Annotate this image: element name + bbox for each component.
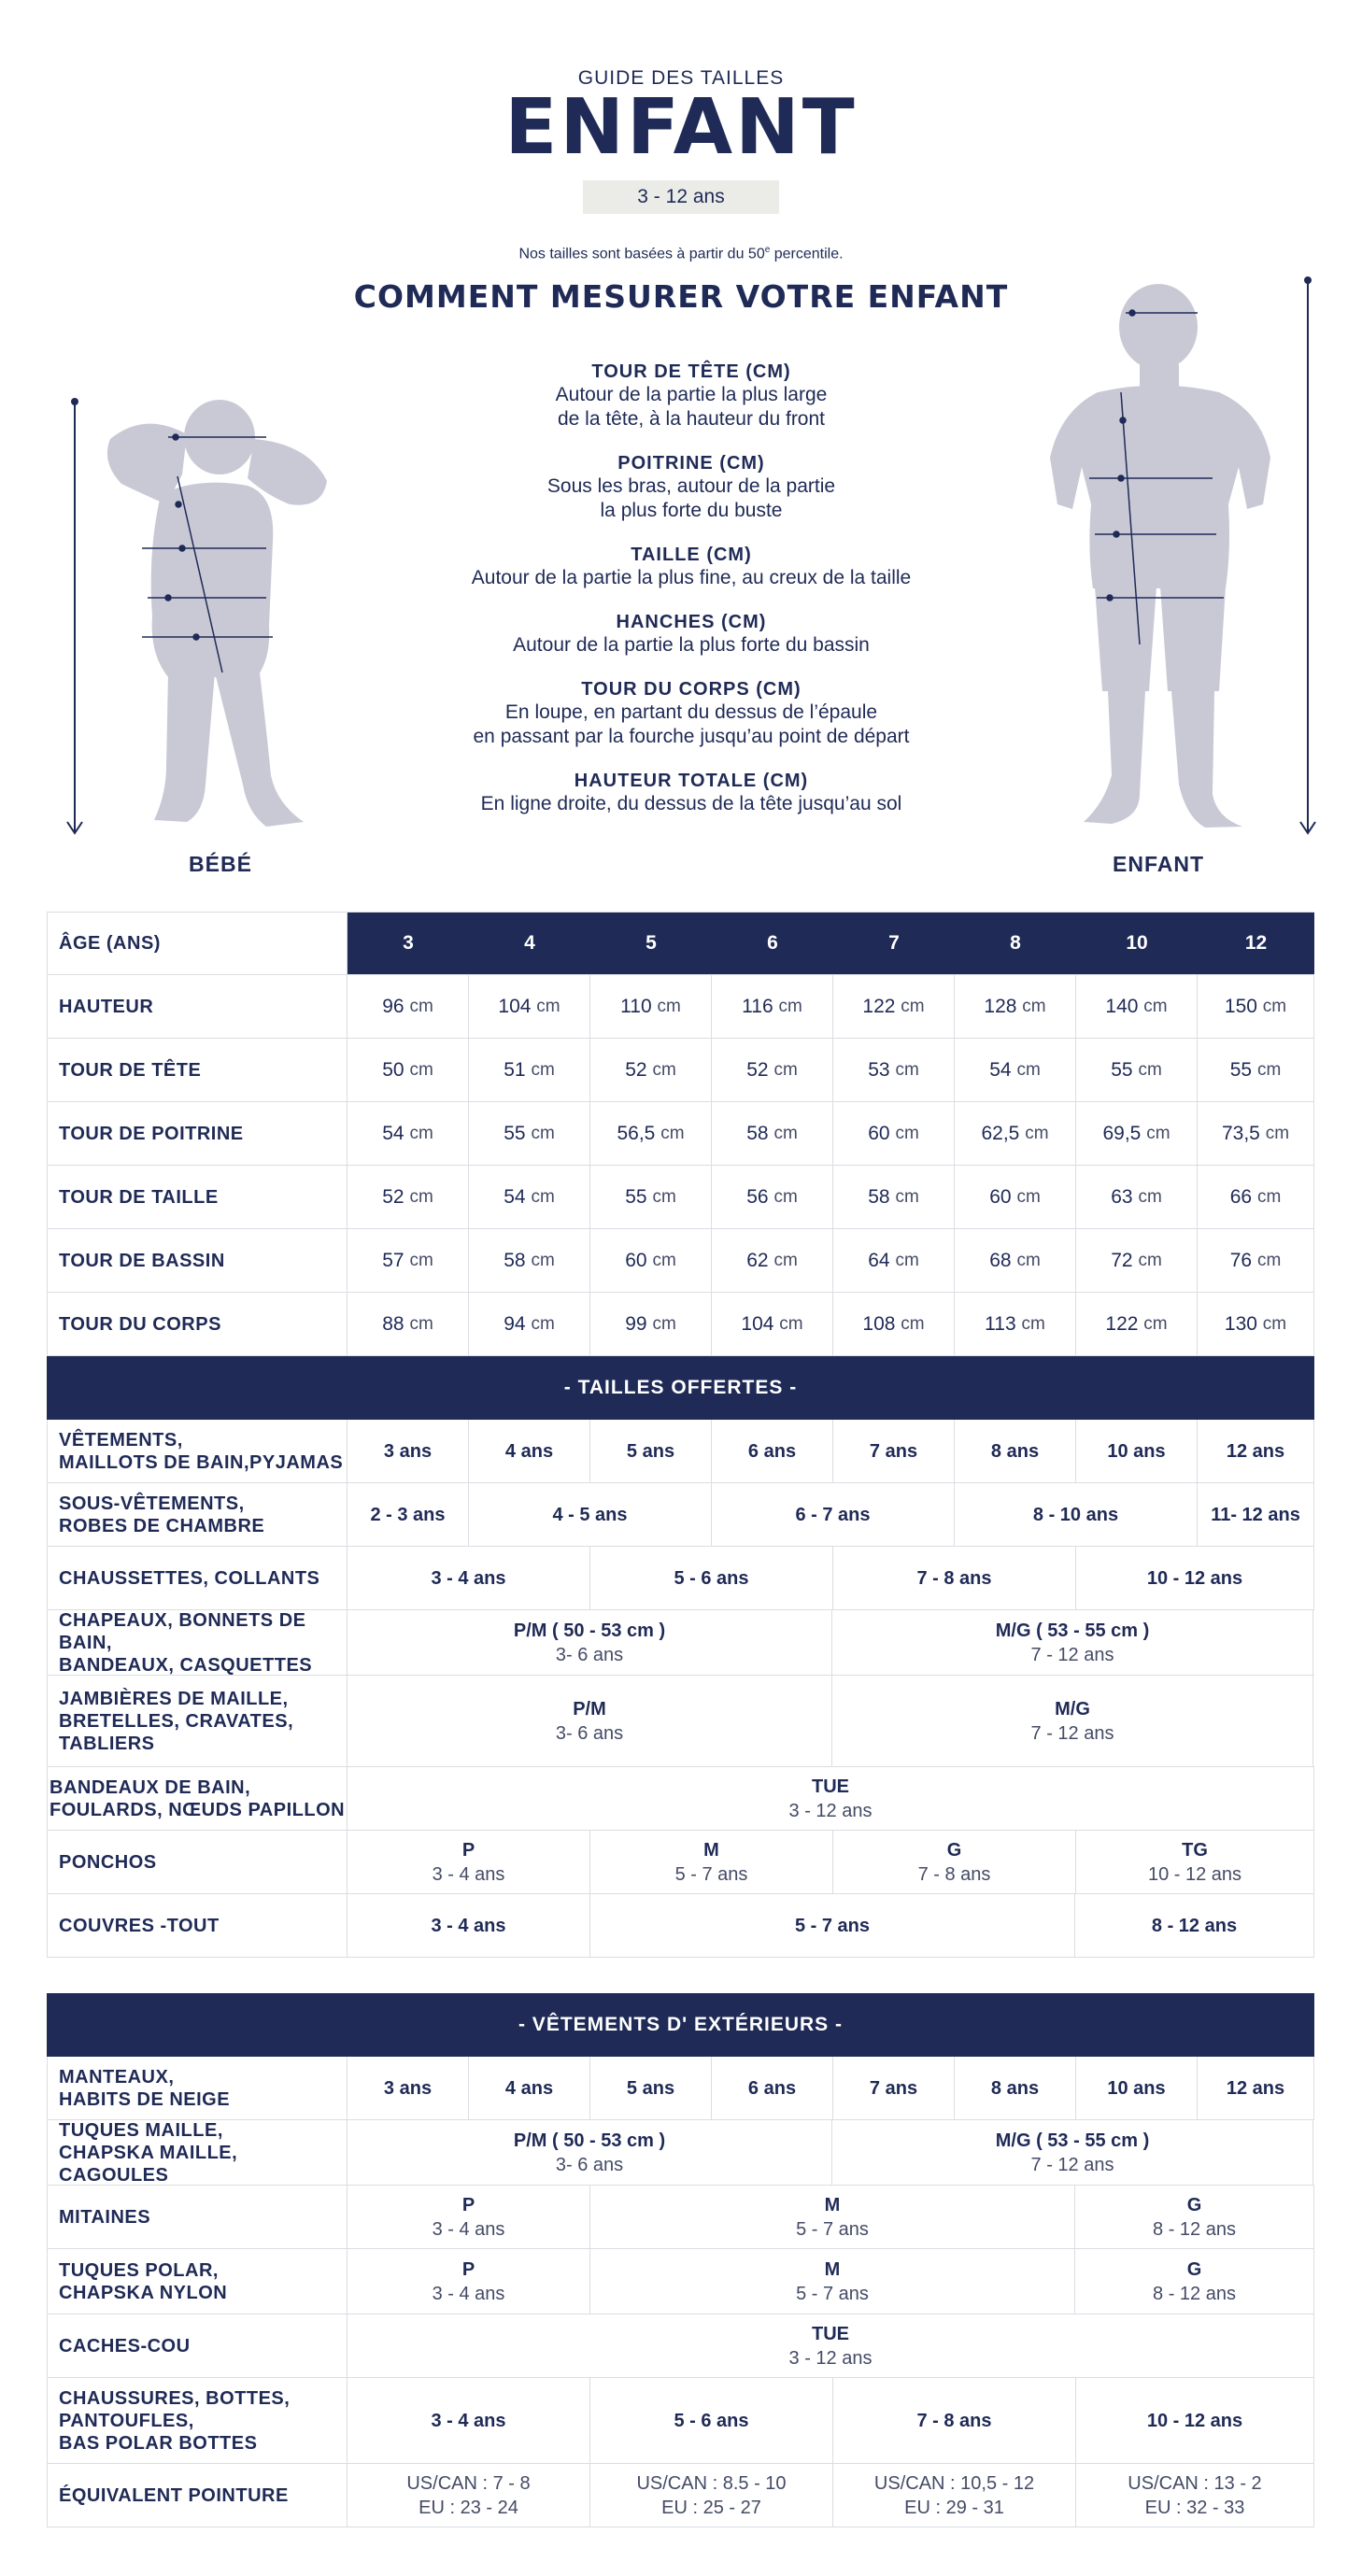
- table-cell: 54 cm: [955, 1039, 1076, 1101]
- age-header-cell: 10: [1076, 913, 1198, 974]
- age-range-badge: 3 - 12 ans: [583, 180, 779, 214]
- table-cell: 94 cm: [469, 1293, 590, 1355]
- table-cell: 6 ans: [712, 1420, 833, 1482]
- table-cell: 116 cm: [712, 975, 833, 1038]
- table-cell: 66 cm: [1198, 1166, 1314, 1228]
- table-cell: 108 cm: [833, 1293, 955, 1355]
- baby-silhouette: [56, 392, 355, 841]
- row-label: CACHES-COU: [47, 2314, 348, 2377]
- row-label: TUQUES MAILLE, CHAPSKA MAILLE, CAGOULES: [47, 2120, 348, 2185]
- table-row: [47, 2057, 1314, 2120]
- table-cell: P/M ( 50 - 53 cm ) 3- 6 ans: [348, 1610, 832, 1675]
- table-row: [47, 1894, 1314, 1958]
- table-row: [47, 2378, 1314, 2464]
- row-label: HAUTEUR: [47, 975, 348, 1038]
- table-row: [47, 1831, 1314, 1894]
- table-cell: 104 cm: [712, 1293, 833, 1355]
- table-cell: 55 cm: [1198, 1039, 1314, 1101]
- table-cell: 69,5 cm: [1076, 1102, 1198, 1165]
- table-cell: 96 cm: [348, 975, 469, 1038]
- age-header-cell: 3: [348, 913, 469, 974]
- table-cell: 8 ans: [955, 1420, 1076, 1482]
- table-cell: 10 ans: [1076, 1420, 1198, 1482]
- table-cell: 5 - 6 ans: [590, 1547, 833, 1609]
- table-cell: 68 cm: [955, 1229, 1076, 1292]
- table-row: [47, 1767, 1314, 1831]
- age-header-cell: 5: [590, 913, 712, 974]
- table-cell: 53 cm: [833, 1039, 955, 1101]
- table-cell: 56 cm: [712, 1166, 833, 1228]
- table-cell: 10 - 12 ans: [1076, 1547, 1314, 1609]
- table-cell: 3 - 4 ans: [348, 1894, 590, 1957]
- table-cell: 11- 12 ans: [1198, 1483, 1314, 1546]
- table-cell: 130 cm: [1198, 1293, 1314, 1355]
- row-label: SOUS-VÊTEMENTS, ROBES DE CHAMBRE: [47, 1483, 348, 1546]
- page-title: ENFANT: [504, 83, 858, 172]
- row-label: MANTEAUX, HABITS DE NEIGE: [47, 2057, 348, 2119]
- age-header-cell: 12: [1198, 913, 1314, 974]
- measure-waist: TAILLE (CM) Autour de la partie la plus fine, au creux de la taille: [471, 545, 912, 588]
- table-row: [47, 2314, 1314, 2378]
- table-row: [47, 1039, 1314, 1102]
- table-row: [47, 1229, 1314, 1293]
- table-cell: 99 cm: [590, 1293, 712, 1355]
- table-cell: 52 cm: [348, 1166, 469, 1228]
- table-cell: TUE 3 - 12 ans: [348, 2314, 1314, 2377]
- table-row: [47, 1547, 1314, 1610]
- table-cell: 3 - 4 ans: [348, 1547, 590, 1609]
- table-cell: 60 cm: [955, 1166, 1076, 1228]
- table-cell: M 5 - 7 ans: [590, 1831, 833, 1893]
- table-cell: 8 - 10 ans: [955, 1483, 1198, 1546]
- table-cell: 3 ans: [348, 1420, 469, 1482]
- table-cell: 3 ans: [348, 2057, 469, 2119]
- row-label: COUVRES -TOUT: [47, 1894, 348, 1957]
- table-cell: P 3 - 4 ans: [348, 1831, 590, 1893]
- table-row: [47, 1676, 1314, 1767]
- age-header-cell: 4: [469, 913, 590, 974]
- measure-chest: POITRINE (CM) Sous les bras, autour de la partie la plus forte du buste: [546, 453, 836, 521]
- table-cell: US/CAN : 13 - 2 EU : 32 - 33: [1076, 2464, 1314, 2526]
- table-cell: 3 - 4 ans: [348, 2378, 590, 2463]
- table-cell: 8 ans: [955, 2057, 1076, 2119]
- table-cell: TUE 3 - 12 ans: [348, 1767, 1314, 1830]
- table-cell: 58 cm: [712, 1102, 833, 1165]
- table-cell: 122 cm: [1076, 1293, 1198, 1355]
- measure-head: TOUR DE TÊTE (CM) Autour de la partie la plus large de la tête, à la hauteur du front: [555, 361, 828, 430]
- table-cell: M 5 - 7 ans: [590, 2186, 1075, 2248]
- table-cell: 5 ans: [590, 2057, 712, 2119]
- table-row: [47, 1166, 1314, 1229]
- child-silhouette: [1018, 271, 1336, 841]
- table-cell: 52 cm: [590, 1039, 712, 1101]
- row-label: TOUR DU CORPS: [47, 1293, 348, 1355]
- table-cell: 55 cm: [1076, 1039, 1198, 1101]
- child-label: ENFANT: [1113, 852, 1204, 876]
- table-cell: P 3 - 4 ans: [348, 2186, 590, 2248]
- row-label: CHAPEAUX, BONNETS DE BAIN, BANDEAUX, CASQUETTES: [47, 1610, 348, 1675]
- table-cell: 4 ans: [469, 2057, 590, 2119]
- table-cell: 4 ans: [469, 1420, 590, 1482]
- table-cell: 56,5 cm: [590, 1102, 712, 1165]
- table-cell: 58 cm: [469, 1229, 590, 1292]
- age-header-cell: 8: [955, 913, 1076, 974]
- percentile-note: Nos tailles sont basées à partir du 50e percentile.: [518, 245, 844, 262]
- table-cell: 60 cm: [833, 1102, 955, 1165]
- table-cell: 62,5 cm: [955, 1102, 1076, 1165]
- table-cell: US/CAN : 10,5 - 12 EU : 29 - 31: [833, 2464, 1076, 2526]
- table-cell: 113 cm: [955, 1293, 1076, 1355]
- row-label: TOUR DE POITRINE: [47, 1102, 348, 1165]
- table-row: [47, 2186, 1314, 2249]
- table-row: [47, 2464, 1314, 2527]
- row-label: BANDEAUX DE BAIN, FOULARDS, NŒUDS PAPILLON: [47, 1767, 348, 1830]
- table-cell: 7 ans: [833, 1420, 955, 1482]
- table-cell: 6 - 7 ans: [712, 1483, 955, 1546]
- table-cell: 54 cm: [469, 1166, 590, 1228]
- table-cell: 58 cm: [833, 1166, 955, 1228]
- outerwear-band: - VÊTEMENTS D' EXTÉRIEURS -: [47, 1993, 1314, 2057]
- table-cell: 7 ans: [833, 2057, 955, 2119]
- table-cell: 7 - 8 ans: [833, 1547, 1076, 1609]
- how-to-measure-title: COMMENT MESURER VOTRE ENFANT: [353, 278, 1009, 315]
- measurement-rows: [47, 975, 1314, 1356]
- table-row: [47, 1420, 1314, 1483]
- table-cell: 73,5 cm: [1198, 1102, 1314, 1165]
- age-header-row: [47, 912, 1314, 975]
- table-row: [47, 2120, 1314, 2186]
- table-cell: M/G 7 - 12 ans: [832, 1676, 1313, 1766]
- table-cell: 64 cm: [833, 1229, 955, 1292]
- table-cell: 60 cm: [590, 1229, 712, 1292]
- age-header-label: ÂGE (ANS): [47, 913, 348, 974]
- table-cell: 104 cm: [469, 975, 590, 1038]
- table-cell: M/G ( 53 - 55 cm ) 7 - 12 ans: [832, 1610, 1313, 1675]
- table-cell: 57 cm: [348, 1229, 469, 1292]
- row-label: TOUR DE BASSIN: [47, 1229, 348, 1292]
- table-cell: 2 - 3 ans: [348, 1483, 469, 1546]
- table-cell: 63 cm: [1076, 1166, 1198, 1228]
- table-cell: G 8 - 12 ans: [1075, 2249, 1314, 2314]
- measure-hips: HANCHES (CM) Autour de la partie la plus forte du bassin: [513, 612, 870, 656]
- table-cell: 50 cm: [348, 1039, 469, 1101]
- table-cell: 5 - 7 ans: [590, 1894, 1075, 1957]
- row-label: JAMBIÈRES DE MAILLE, BRETELLES, CRAVATES, TABLIERS: [47, 1676, 348, 1766]
- table-cell: 10 ans: [1076, 2057, 1198, 2119]
- table-row: [47, 1610, 1314, 1676]
- table-cell: 140 cm: [1076, 975, 1198, 1038]
- table-cell: 88 cm: [348, 1293, 469, 1355]
- table-cell: M 5 - 7 ans: [590, 2249, 1075, 2314]
- row-label: TOUR DE TÊTE: [47, 1039, 348, 1101]
- table-cell: 54 cm: [348, 1102, 469, 1165]
- table-cell: G 8 - 12 ans: [1075, 2186, 1314, 2248]
- table-cell: 5 ans: [590, 1420, 712, 1482]
- row-label: TOUR DE TAILLE: [47, 1166, 348, 1228]
- table-cell: 5 - 6 ans: [590, 2378, 833, 2463]
- table-cell: 150 cm: [1198, 975, 1314, 1038]
- measure-body: TOUR DU CORPS (CM) En loupe, en partant du dessus de l’épaule en passant par la fourche jusqu’au point de départ: [473, 679, 910, 747]
- baby-label: BÉBÉ: [189, 852, 252, 876]
- row-label: MITAINES: [47, 2186, 348, 2248]
- table-cell: 12 ans: [1198, 2057, 1314, 2119]
- table-cell: 4 - 5 ans: [469, 1483, 712, 1546]
- table-row: [47, 2249, 1314, 2314]
- row-label: PONCHOS: [47, 1831, 348, 1893]
- age-header-cell: 6: [712, 913, 833, 974]
- table-cell: 76 cm: [1198, 1229, 1314, 1292]
- measure-height: HAUTEUR TOTALE (CM) En ligne droite, du dessus de la tête jusqu’au sol: [480, 771, 902, 814]
- row-label: CHAUSSETTES, COLLANTS: [47, 1547, 348, 1609]
- table-row: [47, 1483, 1314, 1547]
- table-row: [47, 1293, 1314, 1356]
- table-cell: 62 cm: [712, 1229, 833, 1292]
- row-label: ÉQUIVALENT POINTURE: [47, 2464, 348, 2526]
- age-header-cell: 7: [833, 913, 955, 974]
- table-cell: 52 cm: [712, 1039, 833, 1101]
- table-cell: 122 cm: [833, 975, 955, 1038]
- table-cell: 7 - 8 ans: [833, 2378, 1076, 2463]
- table-row: [47, 975, 1314, 1039]
- table-cell: P 3 - 4 ans: [348, 2249, 590, 2314]
- table-cell: 12 ans: [1198, 1420, 1314, 1482]
- measure-instructions: [411, 361, 972, 837]
- row-label: TUQUES POLAR, CHAPSKA NYLON: [47, 2249, 348, 2314]
- table-cell: 51 cm: [469, 1039, 590, 1101]
- row-label: CHAUSSURES, BOTTES, PANTOUFLES, BAS POLAR BOTTES: [47, 2378, 348, 2463]
- table-cell: 6 ans: [712, 2057, 833, 2119]
- table-cell: US/CAN : 7 - 8 EU : 23 - 24: [348, 2464, 590, 2526]
- table-cell: P/M ( 50 - 53 cm ) 3- 6 ans: [348, 2120, 832, 2185]
- table-cell: 72 cm: [1076, 1229, 1198, 1292]
- table-cell: 8 - 12 ans: [1075, 1894, 1314, 1957]
- table-cell: 10 - 12 ans: [1076, 2378, 1314, 2463]
- table-cell: 55 cm: [469, 1102, 590, 1165]
- table-cell: 110 cm: [590, 975, 712, 1038]
- table-cell: 128 cm: [955, 975, 1076, 1038]
- table-cell: 55 cm: [590, 1166, 712, 1228]
- table-cell: TG 10 - 12 ans: [1076, 1831, 1314, 1893]
- table-cell: M/G ( 53 - 55 cm ) 7 - 12 ans: [832, 2120, 1313, 2185]
- row-label: VÊTEMENTS, MAILLOTS DE BAIN,PYJAMAS: [47, 1420, 348, 1482]
- guide-label: GUIDE DES TAILLES: [577, 67, 785, 89]
- size-table: [47, 912, 1314, 2527]
- table-cell: P/M 3- 6 ans: [348, 1676, 832, 1766]
- offered-sizes-band: - TAILLES OFFERTES -: [47, 1356, 1314, 1420]
- table-row: [47, 1102, 1314, 1166]
- table-cell: US/CAN : 8.5 - 10 EU : 25 - 27: [590, 2464, 833, 2526]
- table-cell: G 7 - 8 ans: [833, 1831, 1076, 1893]
